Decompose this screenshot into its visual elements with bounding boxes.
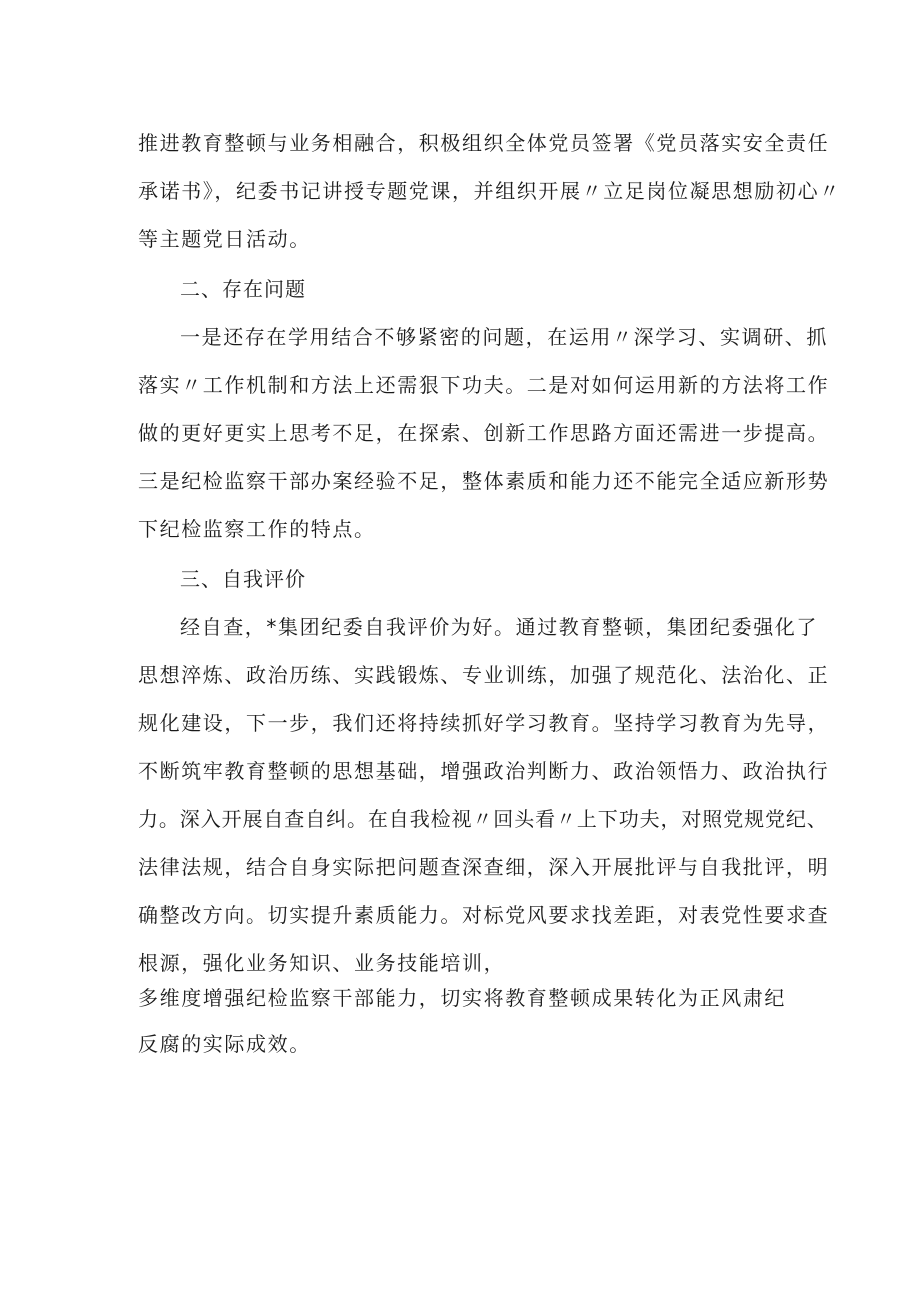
paragraph-2-line-4: 三是纪检监察干部办案经验不足，整体素质和能力还不能完全适应新形势: [138, 469, 830, 493]
paragraph-1-line-3: 等主题党日活动。: [138, 227, 311, 251]
paragraph-3-line-10: 反腐的实际成效。: [138, 1032, 311, 1056]
paragraph-2-line-5: 下纪检监察工作的特点。: [138, 517, 376, 541]
paragraph-3-line-5: 力。深入开展自查自纠。在自我检视〃回头看〃上下功夫，对照党规党纪、: [138, 807, 828, 831]
paragraph-1-line-1: 推进教育整顿与业务相融合，积极组织全体党员签署《党员落实安全责任: [138, 131, 830, 155]
paragraph-3-line-9: 多维度增强纪检监察干部能力，切实将教育整顿成果转化为正风肃纪: [138, 986, 786, 1010]
section-2-heading: 二、存在问题: [180, 277, 306, 301]
paragraph-3-line-6: 法律法规，结合自身实际把问题查深查细，深入开展批评与自我批评，明: [138, 855, 830, 879]
paragraph-3-line-1: 经自查，*集团纪委自我评价为好。通过教育整顿，集团纪委强化了: [180, 615, 818, 639]
paragraph-3-line-7: 确整改方向。切实提升素质能力。对标党风要求找差距，对表党性要求查: [138, 903, 830, 927]
paragraph-1-line-2: 承诺书》，纪委书记讲授专题党课，并组织开展〃立足岗位凝思想励初心〃: [138, 179, 841, 203]
section-3-heading: 三、自我评价: [180, 567, 306, 591]
paragraph-3-line-4: 不断筑牢教育整顿的思想基础，增强政治判断力、政治领悟力、政治执行: [138, 759, 830, 783]
paragraph-3-line-8: 根源，强化业务知识、业务技能培训，: [138, 951, 506, 975]
paragraph-2-line-1: 一是还存在学用结合不够紧密的问题，在运用〃深学习、实调研、抓: [180, 325, 828, 349]
paragraph-3-line-3: 规化建设，下一步，我们还将持续抓好学习教育。坚持学习教育为先导，: [138, 711, 830, 735]
paragraph-2-line-3: 做的更好更实上思考不足，在探索、创新工作思路方面还需进一步提高。: [138, 421, 830, 445]
paragraph-3-line-2: 思想淬炼、政治历练、实践锻炼、专业训练，加强了规范化、法治化、正: [138, 663, 830, 687]
paragraph-2-line-2: 落实〃工作机制和方法上还需狠下功夫。二是对如何运用新的方法将工作: [138, 373, 830, 397]
